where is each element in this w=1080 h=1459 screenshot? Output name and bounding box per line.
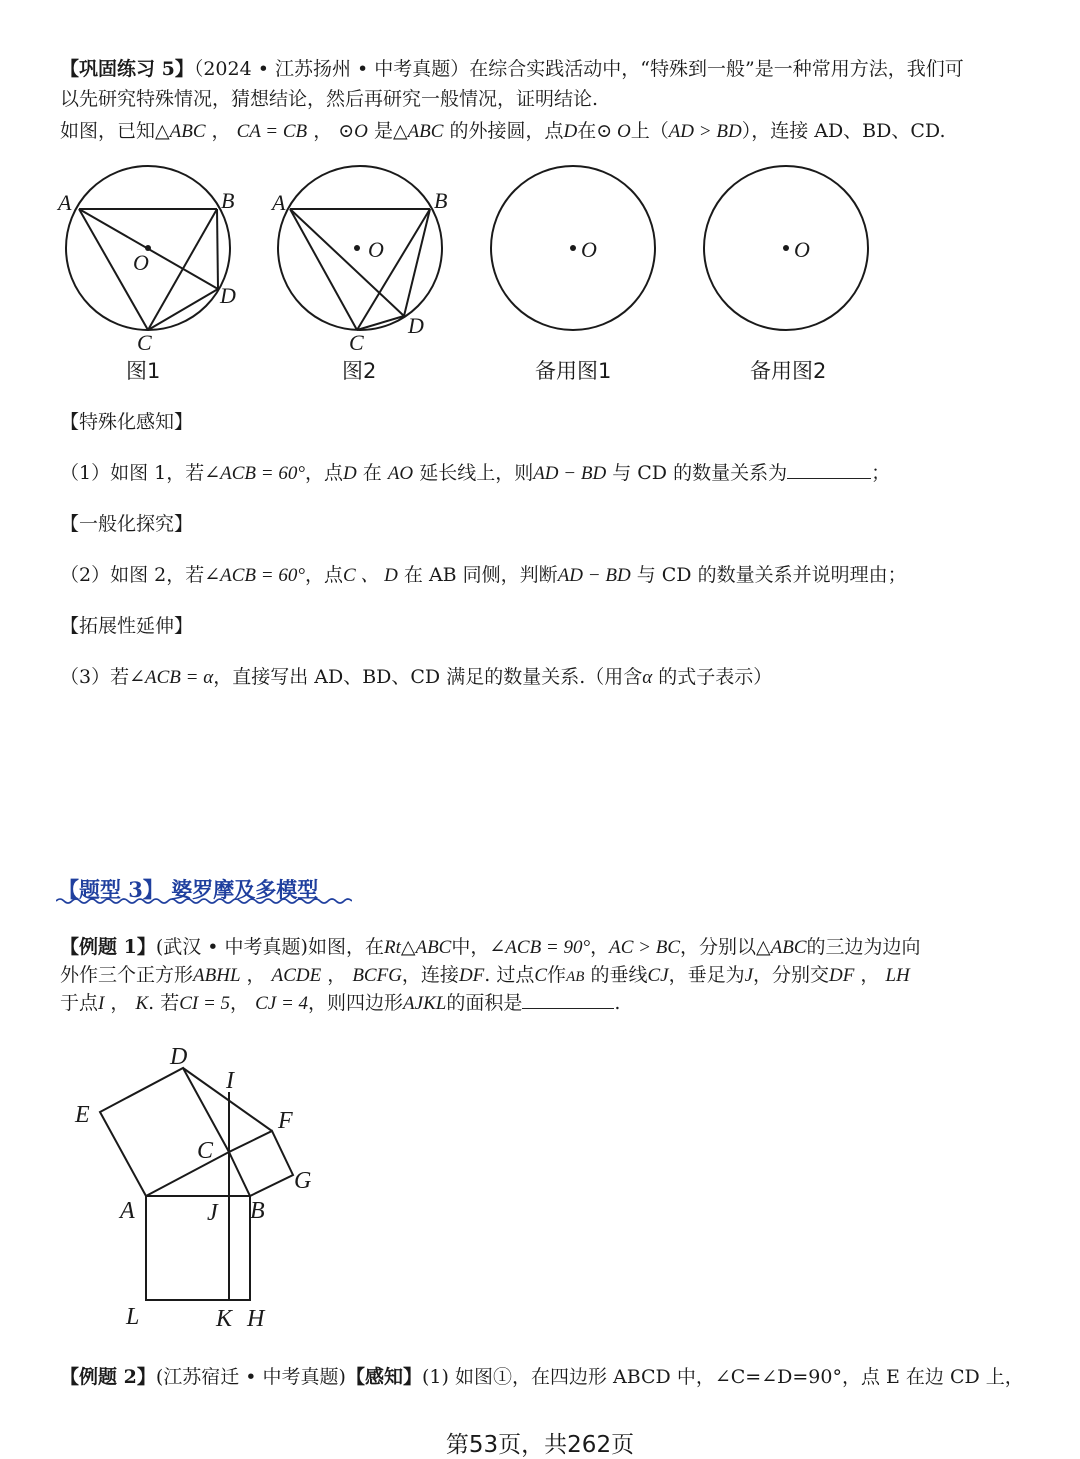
example1-l2-c: . 过点	[484, 964, 535, 986]
q1-mid3: 延长线上，则	[419, 462, 534, 484]
q3-mid: ，直接写出 AD、BD、CD 满足的数量关系.（用含	[213, 666, 643, 688]
section-general: 【一般化探究】	[60, 513, 194, 535]
example1-l1-a: (武汉 • 中考真题)如图，在	[155, 936, 384, 958]
example1-square-2: ACDE	[271, 965, 322, 986]
q2-pre: （2）如图 2，若	[60, 564, 205, 586]
example1-point-c: C	[534, 965, 548, 986]
practice-tag: 【巩固练习 5】	[60, 58, 194, 80]
given-text-2: 是	[373, 120, 393, 142]
q1-end: ；	[871, 462, 891, 484]
fig2-ad	[290, 209, 404, 316]
q1-mid2: 在	[362, 462, 382, 484]
given-circle: ⊙O	[338, 121, 368, 142]
q3-alpha: α	[642, 667, 653, 688]
ex1-label-d: D	[170, 1044, 188, 1070]
q2-expr: AD − BD	[557, 565, 631, 586]
example1-ci: CI = 5	[179, 993, 231, 1014]
spare2-center-dot	[783, 245, 789, 251]
example2-source: (江苏宿迁 • 中考真题)	[155, 1366, 346, 1388]
example1-angle: ∠ACB = 90°	[489, 937, 591, 958]
q2-mid1: ，点	[304, 564, 343, 586]
q1-post: 与 CD 的数量关系为	[612, 462, 788, 484]
example1-l1-b: 中，	[451, 936, 490, 958]
practice-line-1	[60, 56, 964, 82]
square-abhl	[146, 1196, 250, 1300]
example1-line-1	[60, 934, 921, 961]
fig2-bd	[404, 209, 430, 316]
q2-mid2: 在 AB 同侧，判断	[403, 564, 558, 586]
ex1-label-h: H	[247, 1306, 265, 1332]
fig1-bd	[217, 209, 218, 289]
practice-source: （2024 • 江苏扬州 • 中考真题）	[193, 58, 470, 80]
fig2-label-a: A	[272, 190, 286, 215]
square-bcfg	[229, 1131, 293, 1196]
q3-pre: （3）若	[60, 666, 130, 688]
q3-angle: ∠ACB = α	[129, 667, 214, 688]
example1-l3-e: .	[614, 992, 621, 1014]
example1-rt-triangle: Rt△ABC	[383, 937, 452, 958]
fig2-label-b: B	[434, 188, 448, 213]
fig1-label-d: D	[220, 283, 236, 308]
q1-mid1: ，点	[304, 462, 343, 484]
type3-wavy-underline	[56, 897, 352, 905]
example1-j: J	[744, 965, 754, 986]
example1-triangle: △ABC	[756, 937, 807, 958]
example1-line-2: 外作三个正方形ABHL ， ACDE ， BCFG，连接DF. 过点C作AB 的垂线CJ，垂足为J，分别交DF ， LH	[60, 964, 910, 986]
fig1-label-o: O	[133, 250, 149, 275]
ex1-label-i: I	[226, 1068, 234, 1094]
spare1-center-dot	[570, 245, 576, 251]
example1-l2-g: ，分别交	[753, 964, 830, 986]
example1-i: I	[98, 993, 105, 1014]
example1-square-3: BCFG	[352, 965, 402, 986]
given-circle-2: ⊙ O	[596, 121, 631, 142]
example1-l2-f: ，垂足为	[668, 964, 745, 986]
ex1-label-j: J	[207, 1200, 218, 1226]
example1-l1-d: ，分别以	[680, 936, 757, 958]
fig1-label-c: C	[137, 330, 152, 350]
fig2-ac	[290, 209, 357, 330]
given-text-5: 上（	[630, 120, 669, 142]
ex1-label-g: G	[294, 1168, 312, 1194]
given-text-6: ），连接 AD、BD、CD.	[741, 120, 946, 142]
q2-points: C 、 D	[342, 565, 398, 586]
question-1	[60, 460, 890, 487]
spare2-label-o: O	[794, 237, 810, 262]
q1-ray: AO	[387, 463, 414, 484]
example1-ab: AB	[566, 969, 585, 985]
ex1-label-a: A	[120, 1198, 135, 1224]
example1-l2-b: ，连接	[401, 964, 459, 986]
ex1-label-e: E	[75, 1102, 90, 1128]
q2-angle: ∠ACB = 60°	[204, 565, 305, 586]
example1-quadrilateral: AJKL	[403, 993, 447, 1014]
ex1-label-b: B	[250, 1198, 265, 1224]
fig1-label-b: B	[221, 188, 235, 213]
given-triangle: △ABC	[155, 121, 206, 142]
fig1-label-a: A	[58, 190, 72, 215]
caption-fig2: 图2	[342, 359, 377, 383]
q1-expr: AD − BD	[533, 463, 607, 484]
example1-figure	[0, 1030, 360, 1340]
example1-compare: AC > BC	[609, 937, 681, 958]
ex1-label-k: K	[216, 1306, 233, 1332]
example2-tag: 【例题 2】	[60, 1366, 156, 1388]
example1-cj: CJ	[647, 965, 669, 986]
q2-post: 与 CD 的数量关系并说明理由；	[636, 564, 907, 586]
example1-df-2: DF	[829, 965, 855, 986]
example1-l3-c: ，则四边形	[308, 992, 404, 1014]
example1-l3-a: 于点	[60, 992, 99, 1014]
example1-l1-e: 的三边为边向	[806, 936, 921, 958]
fig2-center-dot	[354, 245, 360, 251]
example1-l2-e: 的垂线	[590, 964, 648, 986]
q1-answer-blank[interactable]	[787, 460, 871, 479]
q3-post: 的式子表示）	[658, 666, 773, 688]
question-3	[60, 664, 772, 691]
fig1-cd	[148, 289, 218, 330]
fig2-label-d: D	[408, 313, 424, 338]
example1-l1-c: ，	[590, 936, 610, 958]
section-special: 【特殊化感知】	[60, 411, 194, 433]
q1-angle: ∠ACB = 60°	[204, 463, 305, 484]
example2-line-1	[60, 1364, 1024, 1390]
ex1-label-l: L	[126, 1304, 140, 1330]
example1-cj-value: CJ = 4	[255, 993, 309, 1014]
practice-intro-b: 以先研究特殊情况，猜想结论，然后再研究一般情况，证明结论.	[60, 88, 599, 110]
example1-tag: 【例题 1】	[60, 936, 156, 958]
given-text-4: 在	[577, 120, 597, 142]
question-2	[60, 562, 907, 589]
given-equal-sides: CA = CB	[236, 121, 308, 142]
example1-lh: LH	[885, 965, 910, 986]
given-triangle-2: △ABC	[392, 121, 444, 142]
section-extension: 【拓展性延伸】	[60, 615, 194, 637]
fig2-label-c: C	[349, 330, 364, 350]
q1-pre: （1）如图 1，若	[60, 462, 205, 484]
example1-line-3: 于点I ， K. 若CI = 5， CJ = 4，则四边形AJKL的面积是 .	[60, 992, 621, 1014]
fig2-label-o: O	[368, 237, 384, 262]
given-text-1: 如图，已知	[60, 120, 156, 142]
q1-point-d: D	[342, 463, 357, 484]
example1-df: DF	[458, 965, 485, 986]
page-number: 第53页，共262页	[445, 1432, 635, 1458]
caption-fig1: 图1	[126, 359, 161, 383]
type3-header-text: 【题型 3】 婆罗摩及多模型	[58, 877, 319, 902]
example1-l3-d: 的面积是	[446, 992, 523, 1014]
example1-k: K	[135, 993, 149, 1014]
example1-answer-blank[interactable]	[522, 990, 614, 1009]
example2-text: (1) 如图①，在四边形 ABCD 中，∠C=∠D=90°，点 E 在边 CD 上，	[421, 1366, 1024, 1388]
ex1-label-c: C	[197, 1138, 214, 1164]
circle-figures	[0, 160, 1080, 350]
example2-perception-tag: 【感知】	[345, 1366, 422, 1388]
spare1-label-o: O	[581, 237, 597, 262]
practice-intro-a: 在综合实践活动中，“特殊到一般”是一种常用方法，我们可	[469, 58, 964, 80]
fig2-bc	[357, 209, 430, 330]
caption-spare1: 备用图1	[535, 359, 612, 383]
caption-spare2: 备用图2	[750, 359, 827, 383]
practice-line-2	[60, 86, 598, 112]
given-point-d: D	[563, 121, 578, 142]
practice-given: 如图，已知△ABC ， CA = CB ， ⊙O 是△ABC 的外接圆，点D在⊙ O上（AD > BD），连接 AD、BD、CD.	[60, 120, 946, 142]
given-text-3: 的外接圆，点	[449, 120, 564, 142]
example1-l2-a: 外作三个正方形	[60, 964, 194, 986]
example1-square-1: ABHL	[193, 965, 241, 986]
example1-l2-d: 作	[547, 964, 567, 986]
ex1-label-f: F	[278, 1108, 293, 1134]
example1-l3-b: . 若	[148, 992, 180, 1014]
given-condition: AD > BD	[668, 121, 742, 142]
